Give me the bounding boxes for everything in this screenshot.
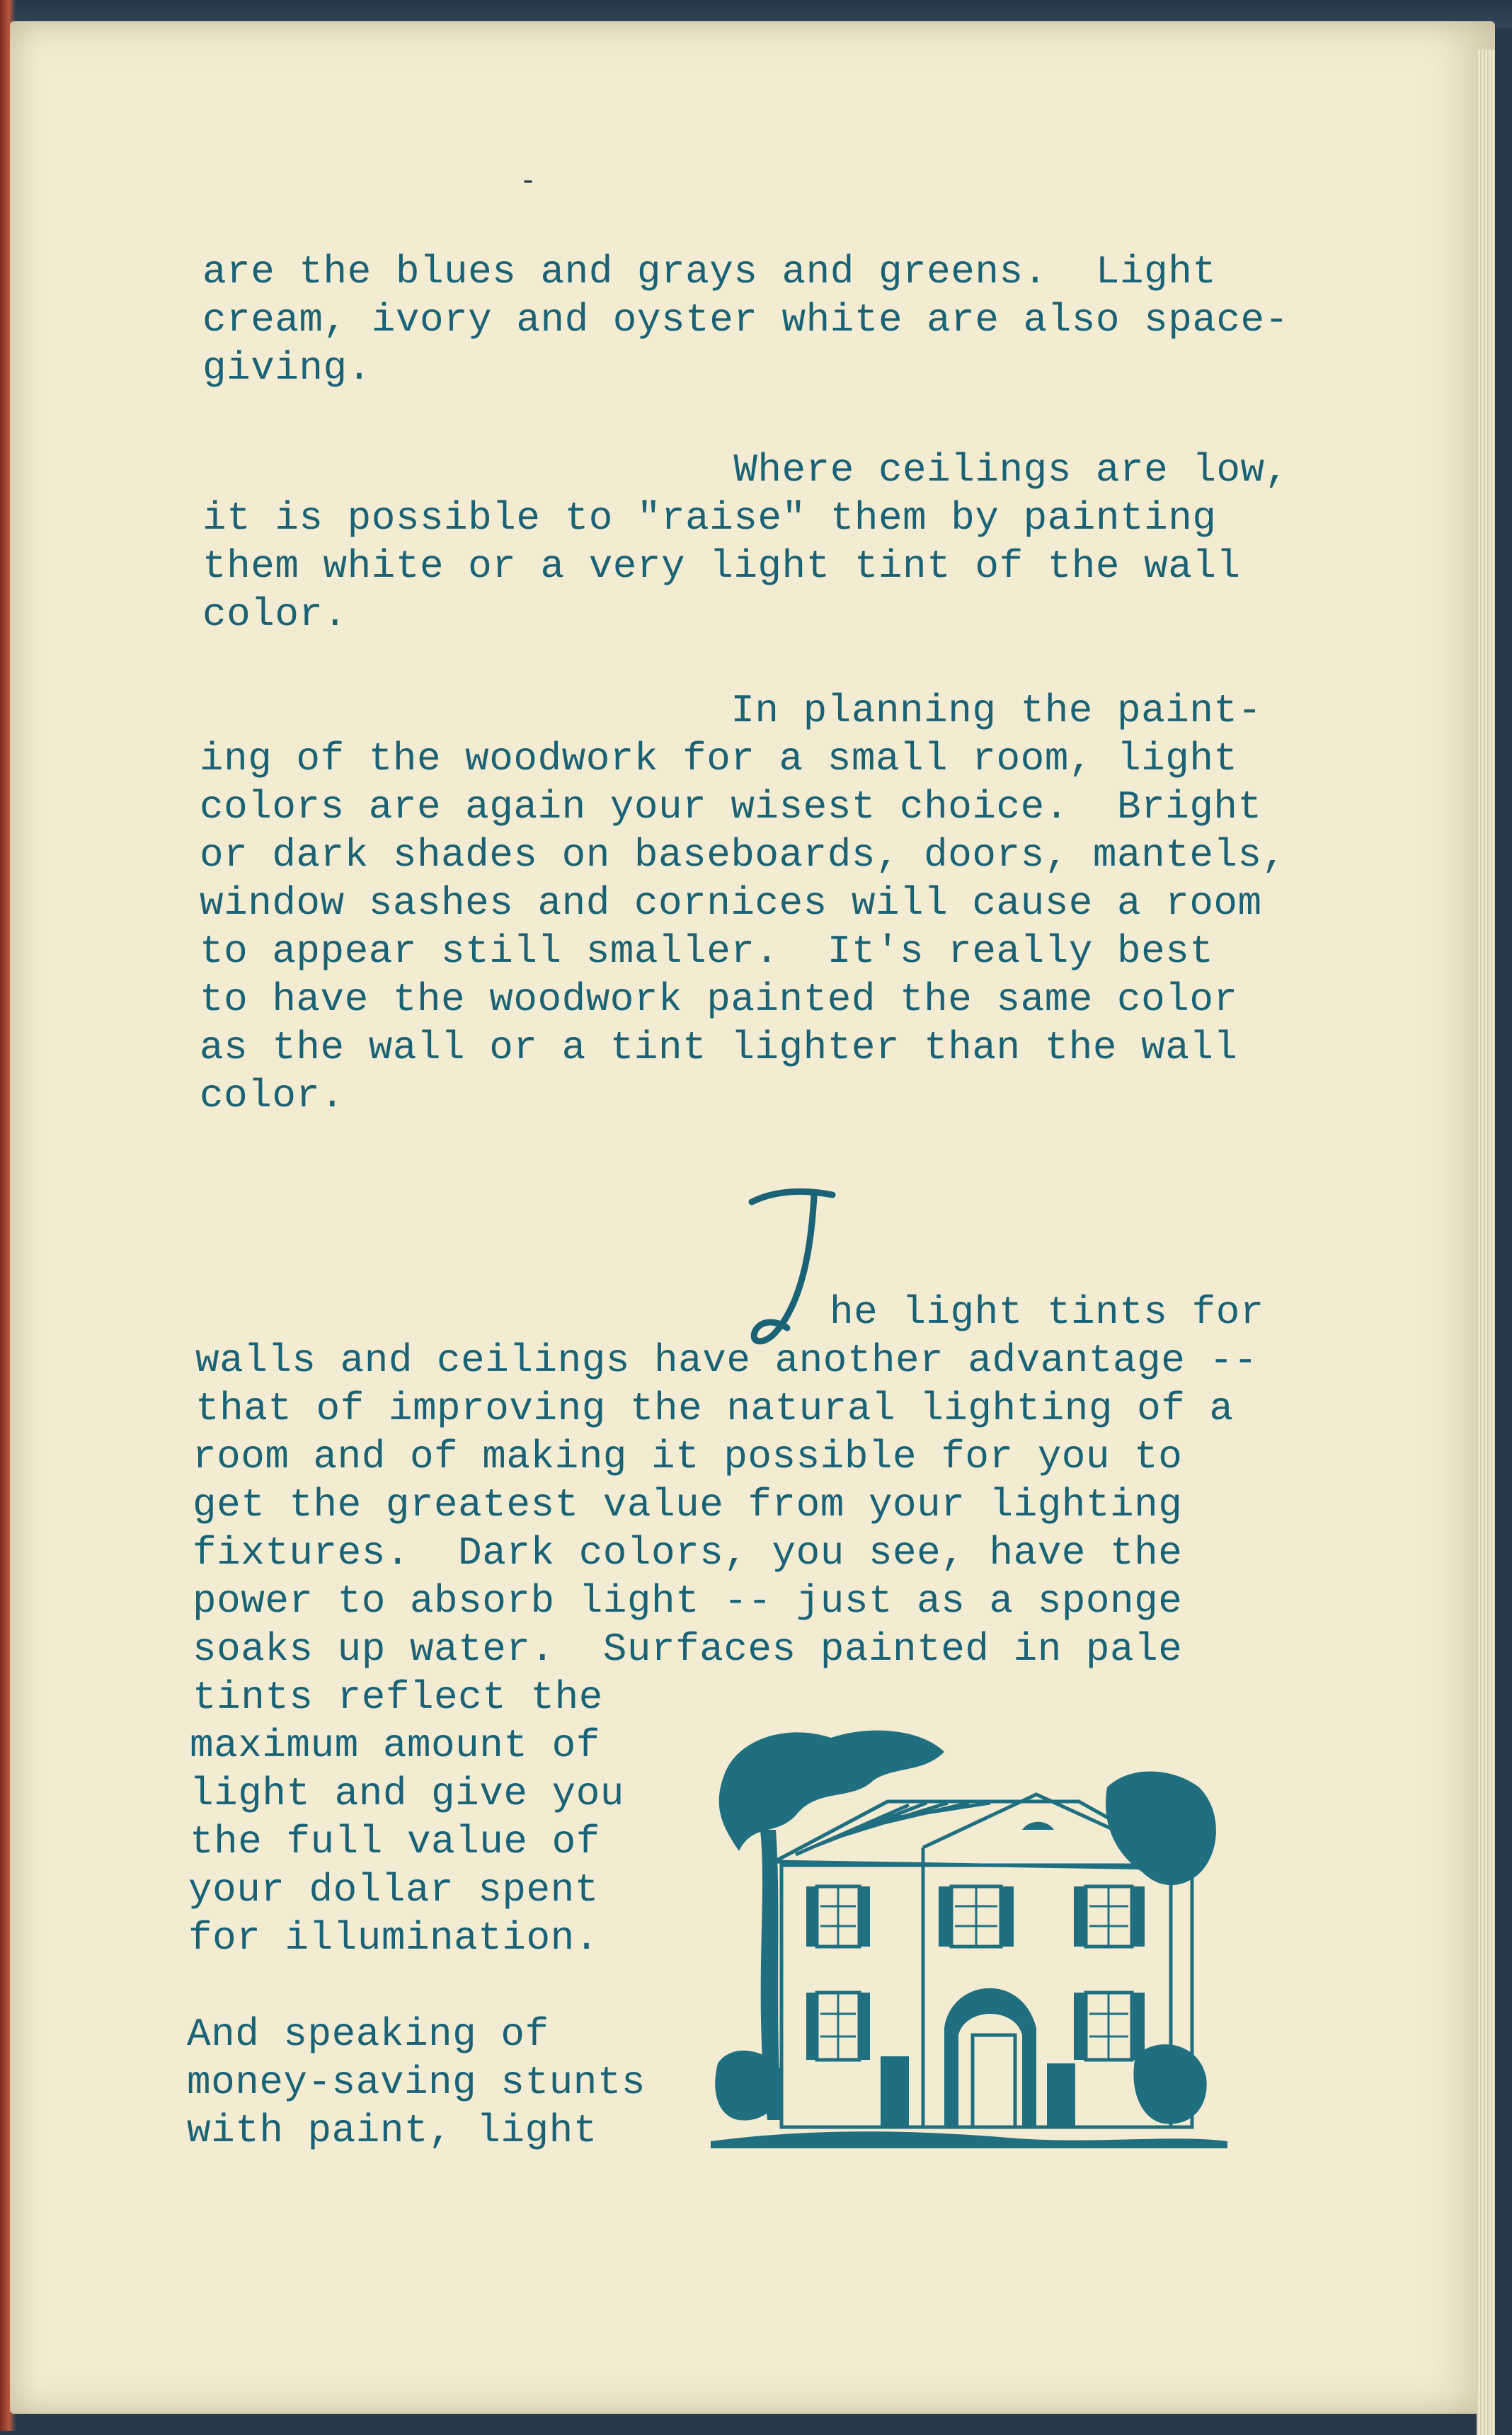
text-line: your dollar spent — [188, 1867, 599, 1913]
text-line: giving. — [202, 345, 372, 391]
text-line: fixtures. Dark colors, you see, have the — [193, 1530, 1183, 1576]
text-line: are the blues and grays and greens. Light — [202, 249, 1217, 294]
text-line: to appear still smaller. It's really best — [200, 929, 1214, 974]
text-line: them white or a very light tint of the wall — [202, 544, 1241, 589]
svg-text:T: T — [38, 1182, 39, 1183]
text-line: In planning the paint- — [200, 688, 1262, 733]
text-line: maximum amount of — [190, 1723, 600, 1768]
book-page — [10, 21, 1495, 2414]
dropcap-letter — [38, 1182, 838, 1359]
text-line: cream, ivory and oyster white are also space- — [202, 297, 1289, 343]
text-line: it is possible to "raise" them by painting — [202, 495, 1217, 541]
text-line: the full value of — [190, 1819, 600, 1864]
house-illustration — [711, 1724, 1227, 2162]
stray-mark: - — [520, 166, 537, 198]
text-line: soaks up water. Surfaces painted in pale — [193, 1627, 1183, 1672]
text-line: room and of making it possible for you to — [193, 1434, 1183, 1479]
text-line: as the wall or a tint lighter than the wall — [200, 1025, 1238, 1070]
text-line: or dark shades on baseboards, doors, mantels, — [200, 832, 1286, 878]
text-line: colors are again your wisest choice. Bright — [200, 784, 1262, 830]
text-line: And speaking of — [187, 2012, 549, 2057]
text-line: Where ceilings are low, — [202, 447, 1289, 493]
text-line: that of improving the natural lighting of a — [195, 1386, 1234, 1431]
text-line: with paint, light — [187, 2108, 597, 2153]
text-line: color. — [200, 1073, 345, 1118]
text-line: color. — [202, 592, 348, 637]
text-line: for illumination. — [188, 1915, 599, 1961]
text-line: tints reflect the — [193, 1675, 603, 1720]
text-line: light and give you — [190, 1771, 624, 1816]
text-line: he light tints for — [830, 1290, 1264, 1335]
text-line: power to absorb light -- just as a sponge — [193, 1579, 1183, 1624]
text-line: window sashes and cornices will cause a room — [200, 881, 1262, 926]
page-fore-edge — [1477, 50, 1495, 2435]
text-line: money-saving stunts — [187, 2060, 646, 2105]
text-line: get the greatest value from your lighting — [193, 1482, 1183, 1528]
text-line: ing of the woodwork for a small room, light — [200, 736, 1238, 781]
text-line: to have the woodwork painted the same color — [200, 977, 1238, 1022]
text-line: walls and ceilings have another advantage -- — [195, 1338, 1258, 1383]
